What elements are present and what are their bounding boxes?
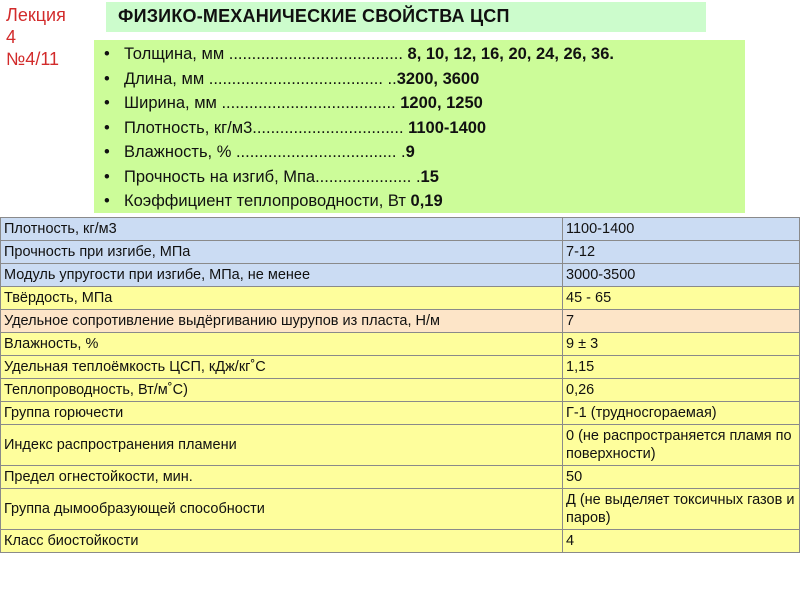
property-value: 1100-1400 <box>408 118 487 137</box>
param-cell: Предел огнестойкости, мин. <box>1 466 563 489</box>
value-cell: 9 ± 3 <box>563 333 800 356</box>
bullet-icon: • <box>104 94 110 112</box>
lecture-label-line2: 4 <box>6 27 17 47</box>
value-cell: Д (не выделяет токсичных газов и паров) <box>563 489 800 530</box>
bullet-icon: • <box>104 143 110 161</box>
param-cell: Твёрдость, МПа <box>1 287 563 310</box>
property-item <box>104 165 745 190</box>
bullet-icon: • <box>104 167 110 186</box>
property-item <box>104 140 745 165</box>
lecture-label <box>0 0 94 94</box>
property-value: 9 <box>405 143 415 161</box>
property-label: Влажность, % ................................... . <box>124 143 406 161</box>
param-cell: Индекс распространения пламени <box>1 425 563 466</box>
bullet-icon: • <box>104 192 110 210</box>
param-cell: Влажность, % <box>1 333 563 356</box>
property-value: 8, 10, 12, 16, 20, 24, 26, 36. <box>402 45 614 63</box>
bullet-icon: • <box>104 45 110 63</box>
param-cell: Удельное сопротивление выдёргиванию шурупов из пласта, Н/м <box>1 310 563 333</box>
param-cell: Модуль упругости при изгибе, МПа, не менее <box>1 264 563 287</box>
property-value: 0,19 <box>410 192 443 210</box>
value-cell: 4 <box>563 530 800 553</box>
table-row <box>1 287 800 310</box>
property-value: 1200, 1250 <box>400 94 483 112</box>
property-item <box>104 91 745 116</box>
property-label: Длина, мм ...................................... .. <box>124 69 397 88</box>
lecture-label-line1: Лекция <box>6 5 66 25</box>
param-cell: Плотность, кг/м3 <box>1 218 563 241</box>
value-cell: 7-12 <box>563 241 800 264</box>
param-cell: Удельная теплоёмкость ЦСП, кДж/кг˚С <box>1 356 563 379</box>
table-row <box>1 530 800 553</box>
property-item <box>104 116 745 141</box>
value-cell: 0 (не распространяется пламя по поверхности) <box>563 425 800 466</box>
property-label: Плотность, кг/м3................................. <box>124 118 409 137</box>
property-item <box>104 42 745 67</box>
property-value: 3200, 3600 <box>396 69 480 88</box>
table-row <box>1 379 800 402</box>
table-row <box>1 425 800 466</box>
properties-list <box>104 42 745 214</box>
param-cell: Класс биостойкости <box>1 530 563 553</box>
param-cell: Группа горючести <box>1 402 563 425</box>
table-row <box>1 264 800 287</box>
param-cell: Прочность при изгибе, МПа <box>1 241 563 264</box>
property-label: Коэффициент теплопроводности, Вт <box>124 192 411 210</box>
table-row <box>1 218 800 241</box>
param-cell: Группа дымообразующей способности <box>1 489 563 530</box>
value-cell: Г-1 (трудносгораемая) <box>563 402 800 425</box>
slide-title: ФИЗИКО-МЕХАНИЧЕСКИЕ СВОЙСТВА ЦСП <box>106 2 706 32</box>
properties-panel <box>94 40 745 213</box>
table-row <box>1 333 800 356</box>
value-cell: 50 <box>563 466 800 489</box>
value-cell: 7 <box>563 310 800 333</box>
table-row <box>1 241 800 264</box>
property-item <box>104 67 745 92</box>
value-cell: 0,26 <box>563 379 800 402</box>
table-row <box>1 466 800 489</box>
value-cell: 3000-3500 <box>563 264 800 287</box>
bullet-icon: • <box>104 69 110 88</box>
param-cell: Теплопроводность, Вт/м˚С) <box>1 379 563 402</box>
value-cell: 1,15 <box>563 356 800 379</box>
table-row <box>1 356 800 379</box>
property-item <box>104 189 745 214</box>
table-row <box>1 489 800 530</box>
table-row <box>1 310 800 333</box>
bullet-icon: • <box>104 118 110 137</box>
lecture-label-line3: №4/11 <box>6 49 60 69</box>
property-label: Прочность на изгиб, Мпа..................... . <box>124 167 421 186</box>
property-label: Ширина, мм ...................................... <box>124 94 401 112</box>
property-value: 15 <box>420 167 439 186</box>
specs-table <box>0 217 800 553</box>
table-row <box>1 402 800 425</box>
value-cell: 1100-1400 <box>563 218 800 241</box>
value-cell: 45 - 65 <box>563 287 800 310</box>
property-label: Толщина, мм ...................................... <box>124 45 403 63</box>
